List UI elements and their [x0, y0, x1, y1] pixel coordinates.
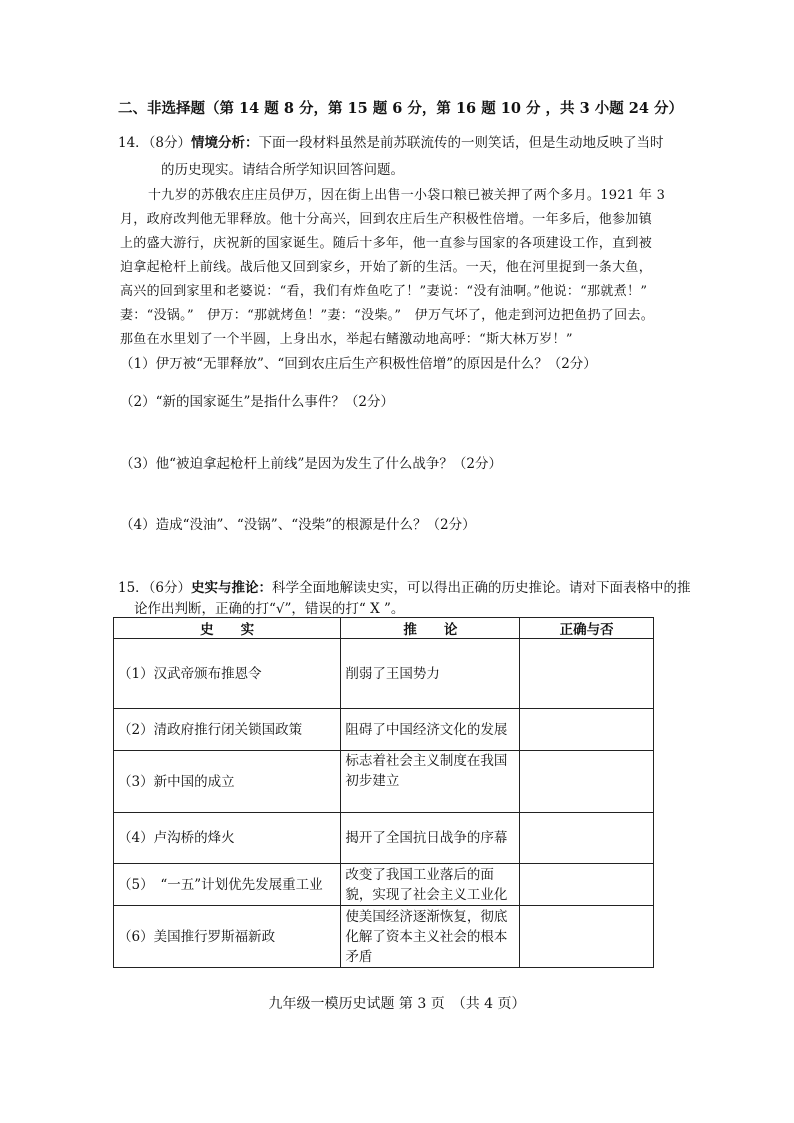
passage-line: 那鱼在水里划了一个半圆，上身出水，举起右鳍激动地高呼：“斯大林万岁！”	[120, 332, 573, 347]
passage-line: 妻：“没锅。” 伊万：“那就烤鱼！”妻：“没柴。” 伊万气坏了，他走到河边把鱼扔了回去。	[120, 308, 655, 323]
fact-cell: （3）新中国的成立	[114, 751, 341, 813]
q15-heading: 史实与推论：	[191, 580, 273, 596]
table-row	[114, 639, 654, 709]
judgement-cell[interactable]	[520, 751, 654, 813]
judgement-cell[interactable]	[520, 813, 654, 864]
sub-question-1: （1）伊万被“无罪释放”、“回到农庄后生产积极性倍增”的原因是什么？（2分）	[120, 356, 597, 372]
inference-cell: 使美国经济逐渐恢复，彻底化解了资本主义社会的根本矛盾	[341, 906, 520, 968]
header-fact: 史 实	[114, 618, 341, 639]
inference-cell: 揭开了全国抗日战争的序幕	[341, 813, 520, 864]
q15-intro-1: 科学全面地解读史实，可以得出正确的历史推论。请对下面表格中的推	[272, 580, 691, 596]
inference-cell: 阻碍了中国经济文化的发展	[341, 709, 520, 751]
q14-intro-1: 下面一段材料虽然是前苏联流传的一则笑话，但是生动地反映了当时	[258, 135, 664, 151]
sub-question-2: （2）“新的国家诞生”是指什么事件？（2分）	[120, 394, 394, 410]
fact-cell: （6）美国推行罗斯福新政	[114, 906, 341, 968]
q15-intro-2: 论作出判断，正确的打“√”，错误的打“ X ”。	[134, 601, 405, 617]
q14-intro-2: 的历史现实。请结合所学知识回答问题。	[161, 162, 404, 178]
fact-cell: （2）清政府推行闭关锁国政策	[114, 709, 341, 751]
table-row	[114, 813, 654, 864]
passage-line: 上的盛大游行，庆祝新的国家诞生。随后十多年，他一直参与国家的各项建设工作，直到被	[120, 236, 653, 251]
table-row	[114, 709, 654, 751]
inference-cell: 标志着社会主义制度在我国初步建立	[341, 751, 520, 813]
section-title: 二、非选择题（第 14 题 8 分，第 15 题 6 分，第 16 题 10 分 ，共 3 小题 24 分）	[118, 100, 683, 117]
table-header-row	[114, 618, 654, 639]
judgement-cell[interactable]	[520, 709, 654, 751]
inference-cell: 改变了我国工业落后的面貌，实现了社会主义工业化	[341, 864, 520, 906]
q14-heading: 情境分析：	[191, 135, 259, 151]
q15-line1	[118, 576, 691, 596]
passage-line: 迫拿起枪杆上前线。战后他又回到家乡，开始了新的生活。一天，他在河里捉到一条大鱼，	[120, 260, 653, 275]
sub-question-3: （3）他“被迫拿起枪杆上前线”是因为发生了什么战争？（2分）	[120, 456, 502, 472]
q14-line1	[118, 131, 664, 151]
sub-question-4: （4）造成“没油”、“没锅”、“没柴”的根源是什么？（2分）	[120, 517, 476, 533]
fact-cell: （4）卢沟桥的烽火	[114, 813, 341, 864]
table-row	[114, 751, 654, 813]
judgement-cell[interactable]	[520, 906, 654, 968]
passage-line: 月，政府改判他无罪释放。他十分高兴，回到农庄后生产积极性倍增。一年多后，他参加镇	[120, 212, 653, 227]
inference-cell: 削弱了王国势力	[341, 639, 520, 709]
fact-inference-table	[113, 617, 654, 968]
passage-line: 十九岁的苏俄农庄庄员伊万，因在街上出售一小袋口粮已被关押了两个多月。1921 年 3	[148, 188, 666, 203]
q14-number: 14．（8分）	[118, 135, 192, 151]
header-inference: 推 论	[341, 618, 520, 639]
header-judgement: 正确与否	[520, 618, 654, 639]
table-row	[114, 906, 654, 968]
q15-number: 15．（6分）	[118, 580, 192, 596]
judgement-cell[interactable]	[520, 639, 654, 709]
fact-cell: （1）汉武帝颁布推恩令	[114, 639, 341, 709]
table-row	[114, 864, 654, 906]
judgement-cell[interactable]	[520, 864, 654, 906]
passage-line: 高兴的回到家里和老婆说：“看，我们有炸鱼吃了！”妻说：“没有油啊。”他说：“那就煮！”	[120, 284, 648, 299]
fact-cell: （5） “一五”计划优先发展重工业	[114, 864, 341, 906]
page-footer: 九年级一模历史试题 第 3 页 （共 4 页）	[268, 996, 526, 1012]
